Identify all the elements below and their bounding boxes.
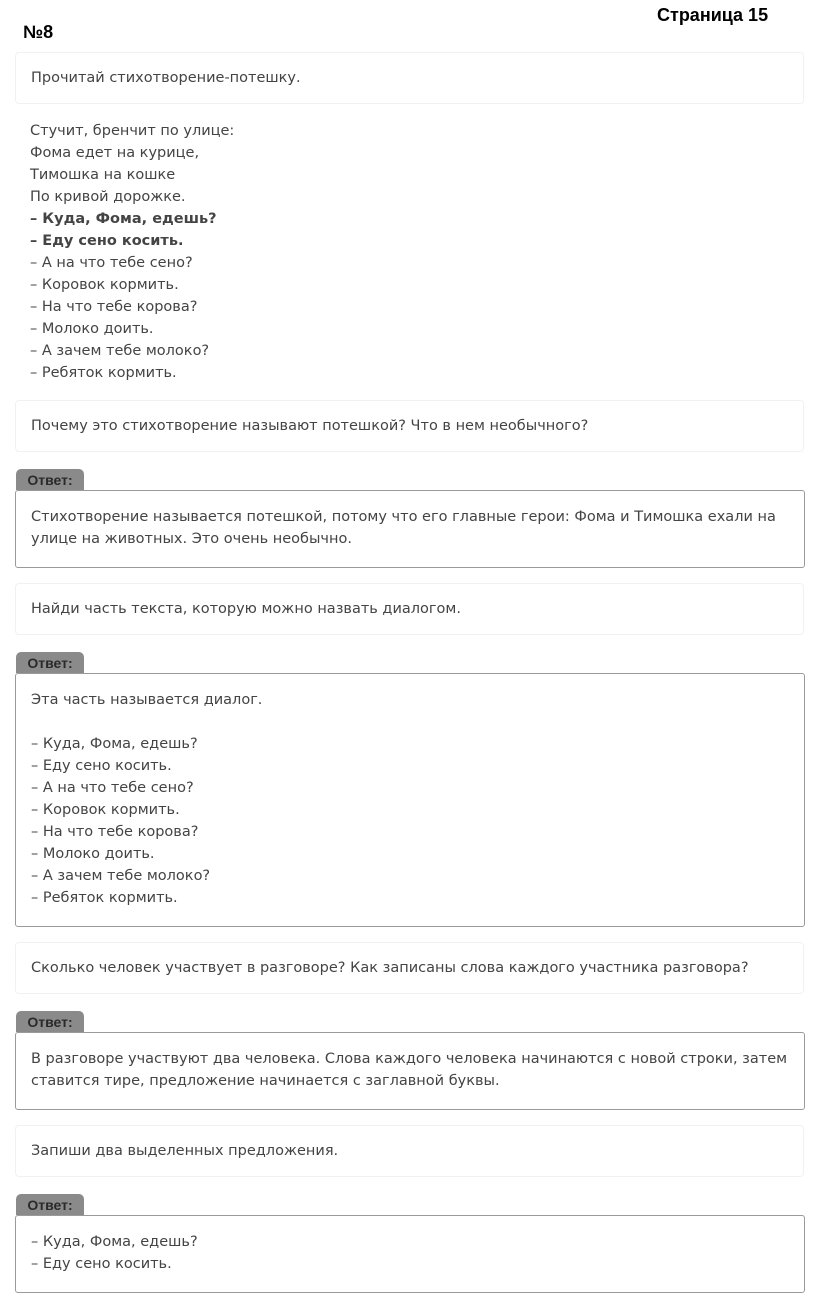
- poem-line: По кривой дорожке.: [30, 189, 186, 205]
- answer-label: Ответ:: [16, 1011, 84, 1032]
- dialogue-line: – А на что тебе сено?: [31, 780, 194, 796]
- question-card-3: [15, 942, 804, 994]
- question-card-4: [15, 1125, 804, 1177]
- instruction-text: Прочитай стихотворение-потешку.: [31, 70, 301, 86]
- answer-box-3: [15, 1032, 805, 1110]
- dialogue-line: – Молоко доить.: [31, 846, 155, 862]
- answer-label: Ответ:: [16, 1194, 84, 1215]
- poem-line: – А на что тебе сено?: [30, 255, 193, 271]
- poem-line: – А зачем тебе молоко?: [30, 343, 210, 359]
- answer-text: – Куда, Фома, едешь?: [31, 1234, 198, 1250]
- poem-line: Тимошка на кошке: [30, 167, 176, 183]
- answer-text: Эта часть называется диалог.: [31, 692, 263, 708]
- answer-text: – Еду сено косить.: [31, 1256, 172, 1272]
- blank-line: [31, 711, 789, 733]
- question-text: Найди часть текста, которую можно назвать диалогом.: [31, 601, 461, 617]
- answer-box-1: [15, 490, 805, 568]
- dialogue-line: – Еду сено косить.: [31, 758, 172, 774]
- dialogue-line: – А зачем тебе молоко?: [31, 868, 211, 884]
- answer-box-4: [15, 1215, 805, 1293]
- instruction-card: [15, 52, 804, 104]
- poem-line: Фома едет на курице,: [30, 145, 200, 161]
- answer-label: Ответ:: [16, 469, 84, 490]
- poem-line: – Коровок кормить.: [30, 277, 179, 293]
- question-card-2: [15, 583, 804, 635]
- question-text: Запиши два выделенных предложения.: [31, 1143, 339, 1159]
- poem-line-highlighted: – Куда, Фома, едешь?: [30, 211, 217, 227]
- page-number: Страница 15: [657, 5, 769, 25]
- question-text: Сколько человек участвует в разговоре? Как записаны слова каждого участника разговора?: [31, 960, 749, 976]
- dialogue-line: – Ребяток кормить.: [31, 890, 178, 906]
- poem-line: Стучит, бренчит по улице:: [30, 123, 235, 139]
- answer-label: Ответ:: [16, 652, 84, 673]
- poem-line-highlighted: – Еду сено косить.: [30, 233, 184, 249]
- answer-box-2: [15, 673, 805, 927]
- poem-line: – Ребяток кормить.: [30, 365, 177, 381]
- answer-text: В разговоре участвуют два человека. Слова каждого человека начинаются с новой строки, затем ставится тире, предложение начинается с заглавной буквы.: [31, 1051, 792, 1089]
- question-card-1: [15, 400, 804, 452]
- poem-line: – Молоко доить.: [30, 321, 154, 337]
- answer-text: Стихотворение называется потешкой, потому что его главные герои: Фома и Тимошка ехали на улице на животных. Это очень необычно.: [31, 509, 781, 547]
- question-text: Почему это стихотворение называют потешкой? Что в нем необычного?: [31, 418, 589, 434]
- poem-text: [30, 120, 234, 384]
- dialogue-line: – Куда, Фома, едешь?: [31, 736, 198, 752]
- poem-line: – На что тебе корова?: [30, 299, 198, 315]
- task-number: №8: [23, 22, 54, 42]
- dialogue-line: – Коровок кормить.: [31, 802, 180, 818]
- dialogue-line: – На что тебе корова?: [31, 824, 199, 840]
